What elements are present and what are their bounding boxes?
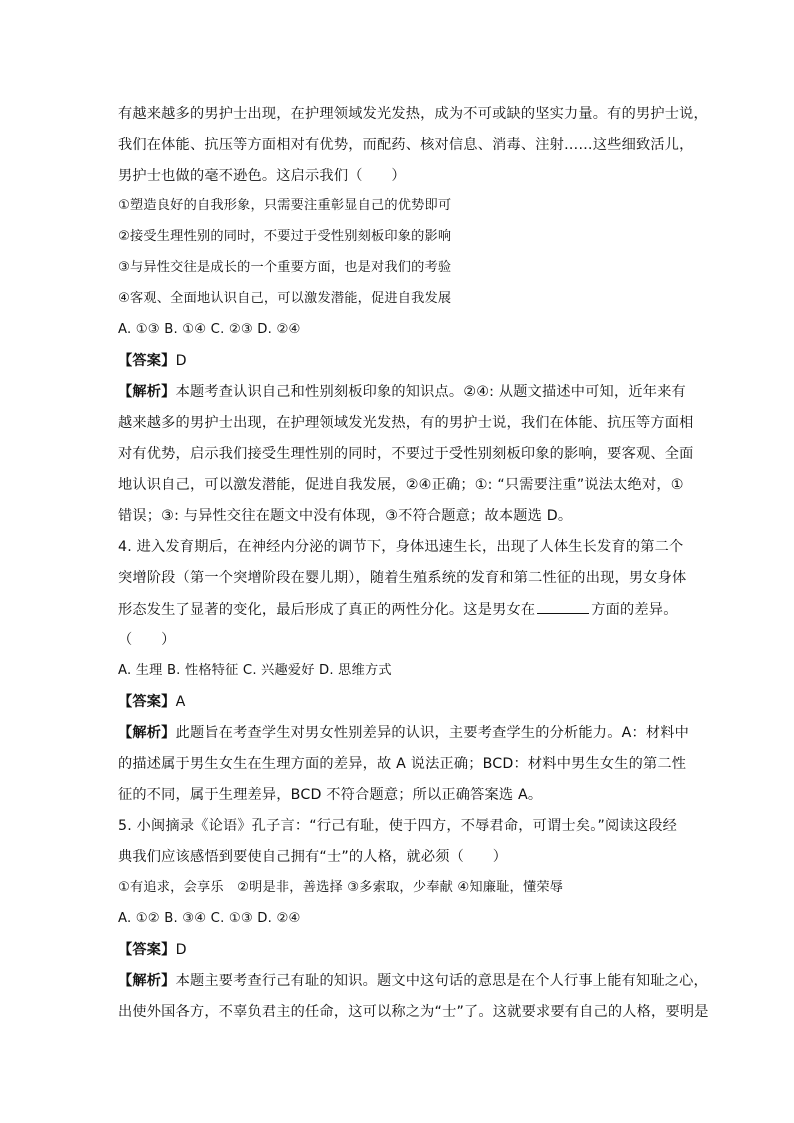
q3-option-1: ①塑造良好的自我形象，只需要注重彰显自己的优势即可 bbox=[118, 198, 452, 213]
q3-stem-line-2: 我们在体能、抗压等方面相对有优势，而配药、核对信息、消毒、注射……这些细致活儿， bbox=[118, 137, 694, 153]
q4-stem-line-3 bbox=[118, 599, 678, 620]
q5-stem-line-1: 5. 小闽摘录《论语》孔子言：“行己有耻，使于四方，不辱君命，可谓士矣。”阅读这段经 bbox=[118, 818, 677, 834]
q3-analysis-line-1 bbox=[118, 382, 686, 402]
analysis-text: 此题旨在考查学生对男女性别差异的认识，主要考查学生的分析能力。A：材料中 bbox=[175, 725, 690, 741]
q4-answer bbox=[118, 692, 185, 712]
q4-stem-line-4: （ ） bbox=[118, 632, 176, 648]
q5-choices: A. ①② B. ③④ C. ①③ D. ②④ bbox=[118, 911, 301, 926]
q3-stem-line-1: 有越来越多的男护士出现，在护理领域发光发热，成为不可或缺的坚实力量。有的男护士说， bbox=[118, 106, 708, 122]
answer-label: 【答案】 bbox=[118, 353, 176, 369]
analysis-label: 【解析】 bbox=[118, 725, 176, 741]
q3-analysis-line-5: 错误；③: 与异性交往在题文中没有体现，③不符合题意；故本题选 D。 bbox=[118, 508, 573, 524]
q4-stem-text-a: 形态发生了显著的变化，最后形成了真正的两性分化。这是男女在 bbox=[118, 602, 536, 618]
q3-answer bbox=[118, 351, 187, 371]
q3-option-4: ④客观、全面地认识自己，可以激发潜能，促进自我发展 bbox=[118, 291, 452, 306]
q4-analysis-line-3: 征的不同，属于生理差异，BCD 不符合题意；所以正确答案选 A。 bbox=[118, 787, 543, 803]
analysis-label: 【解析】 bbox=[118, 384, 176, 400]
analysis-text: 本题主要考查行己有耻的知识。题文中这句话的意思是在个人行事上能有知耻之心， bbox=[175, 973, 708, 989]
q3-stem-line-3: 男护士也做的毫不逊色。这启示我们（ ） bbox=[118, 168, 406, 184]
answer-value: D bbox=[175, 353, 187, 369]
q5-answer bbox=[118, 940, 187, 960]
analysis-text: 本题考查认识自己和性别刻板印象的知识点。②④: 从题文描述中可知，近年来有 bbox=[175, 384, 686, 400]
q5-stem-line-2: 典我们应该感悟到要使自己拥有“士”的人格，就必须（ ） bbox=[118, 849, 508, 865]
q5-analysis-line-2: 出使外国各方，不辜负君主的任命，这可以称之为“士”了。这就要求要有自己的人格，要明是 bbox=[118, 1004, 709, 1020]
q3-analysis-line-3: 对有优势，启示我们接受生理性别的同时，不要过于受性别刻板印象的影响，要客观、全面 bbox=[118, 446, 694, 462]
q4-analysis-line-1 bbox=[118, 723, 689, 743]
answer-value: A bbox=[175, 694, 186, 710]
q4-stem-line-2: 突增阶段（第一个突增阶段在婴儿期），随着生殖系统的发育和第二性征的出现，男女身体 bbox=[118, 570, 687, 586]
answer-value: D bbox=[175, 942, 187, 958]
q3-option-3: ③与异性交往是成长的一个重要方面，也是对我们的考验 bbox=[118, 260, 452, 275]
answer-label: 【答案】 bbox=[118, 942, 176, 958]
q3-choices: A. ①③ B. ①④ C. ②③ D. ②④ bbox=[118, 322, 301, 337]
q4-choices: A. 生理 B. 性格特征 C. 兴趣爱好 D. 思维方式 bbox=[118, 663, 392, 678]
fill-blank bbox=[537, 599, 589, 614]
q5-analysis-line-1 bbox=[118, 971, 708, 991]
q4-stem-text-b: 方面的差异。 bbox=[591, 602, 678, 618]
q3-option-2: ②接受生理性别的同时，不要过于受性别刻板印象的影响 bbox=[118, 229, 452, 244]
analysis-label: 【解析】 bbox=[118, 973, 176, 989]
q3-analysis-line-4: 地认识自己，可以激发潜能，促进自我发展，②④正确；①: “只需要注重”说法太绝对，① bbox=[118, 477, 684, 493]
q4-stem-line-1: 4. 进入发育期后，在神经内分泌的调节下，身体迅速生长，出现了人体生长发育的第二个 bbox=[118, 539, 684, 555]
q4-analysis-line-2: 的描述属于男生女生在生理方面的差异，故 A 说法正确；BCD：材料中男生女生的第二性 bbox=[118, 756, 687, 772]
q5-options: ①有追求，会享乐 ②明是非，善选择 ③多索取，少奉献 ④知廉耻，懂荣辱 bbox=[118, 880, 564, 895]
q3-analysis-line-2: 越来越多的男护士出现，在护理领域发光发热，有的男护士说，我们在体能、抗压等方面相 bbox=[118, 415, 694, 431]
answer-label: 【答案】 bbox=[118, 694, 176, 710]
